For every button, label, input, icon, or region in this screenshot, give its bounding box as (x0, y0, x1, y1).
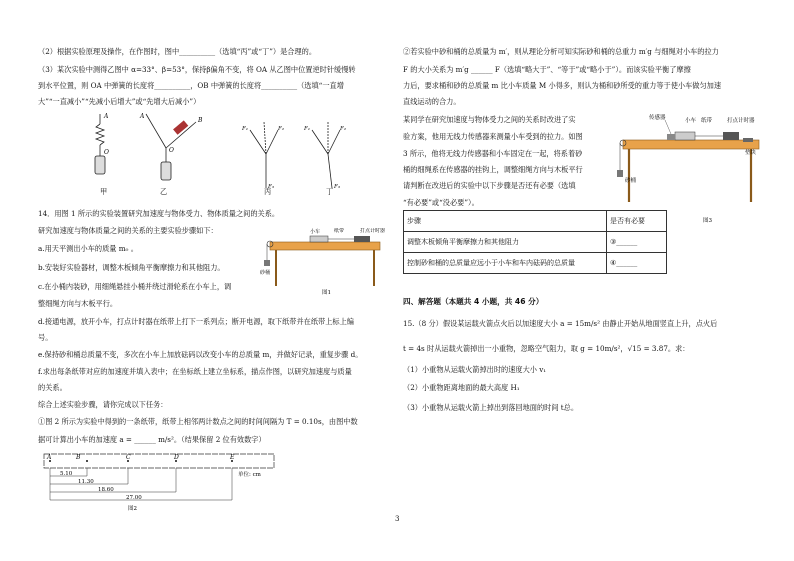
r-line4: 直线运动的合力。 (403, 97, 461, 106)
q3-line2: 到水平位置，则 OA 中弹簧的长度将__________，OB 中弹簧的长度将__________（选填“一直增 (38, 81, 344, 90)
q3-line1: （3）某次实验中测得乙图中 α=33°、β=53°，保持β偏角不变，将 OA 从乙图中位置逆时针缓慢转 (38, 65, 356, 74)
fig2-caption: 图2 (128, 506, 137, 512)
svg-text:F₂: F₂ (340, 126, 347, 132)
figure-ding (303, 122, 346, 190)
q14-intro: 研究加速度与物体质量之间的关系的主要实验步骤如下： (38, 226, 218, 235)
table-row2-step: 控制砂和桶的总质量应远小于小车和车内砝码的总质量 (404, 253, 607, 274)
svg-text:图2 (128, 504, 137, 512)
fig3-label-pad: 垫块 (745, 150, 757, 156)
table-row2-answer: ④______ (607, 253, 667, 274)
q14-title: 14．用图 1 所示的实验装置研究加速度与物体受力、物体质量之间的关系。 (38, 209, 280, 218)
fig3-label-sensor: 传感器 (649, 115, 666, 121)
table-row1-step: 调整木板倾角平衡摩擦力和其他阻力 (404, 232, 607, 253)
tape-dist-3: 18.60 (98, 487, 114, 493)
fig1-label-tape: 纸带 (334, 228, 345, 234)
tape-point-d: D (174, 454, 179, 461)
table-header-step: 步骤 (404, 211, 607, 232)
svg-text:砂桶 (260, 269, 270, 276)
r-line7: 3 所示，他将无线力传感器和小车固定在一起，将系着砂 (403, 149, 583, 158)
svg-text:小车 (310, 228, 320, 235)
step-d-line2: 号。 (38, 333, 53, 342)
fig3-label-sand: 砂桶 (625, 178, 637, 184)
table-header-row (404, 211, 667, 232)
fig3-label-timer: 打点计时器 (727, 118, 755, 124)
table-row (404, 253, 667, 274)
svg-text:垫块 (745, 148, 757, 156)
svg-text:27.00 (126, 495, 142, 501)
table-row (404, 232, 667, 253)
label-bing: 丙 (264, 187, 272, 196)
tape-point-a: A (47, 454, 52, 461)
svg-text:B: B (198, 117, 203, 124)
tape-unit: 单位: cm (238, 472, 261, 478)
table-row1-answer: ③______ (607, 232, 667, 253)
svg-text:F₁: F₁ (304, 126, 311, 132)
q15-sub3: （3）小重物从运载火箭上掉出到落回地面的时间 t总。 (403, 403, 579, 412)
step-c-line2: 整细绳方向与木板平行。 (38, 299, 118, 308)
r-line10: “有必要”或“没必要”）。 (403, 198, 479, 207)
figure-jia (95, 113, 109, 174)
figure2-tape (42, 450, 282, 512)
q15-line2: t = 4s 时从运载火箭掉出一小重物，忽略空气阻力，取 g = 10m/s²，√15 = 3.87。求： (403, 344, 690, 353)
svg-text:F₂: F₂ (278, 126, 285, 132)
fig3-label-car: 小车 (685, 118, 697, 124)
svg-text:B (75, 454, 81, 461)
necessity-table (403, 210, 667, 274)
figure1-apparatus (260, 228, 395, 298)
svg-text:A: A (104, 113, 109, 120)
task1-line2: 据可计算出小车的加速度 a = ______ m/s²。（结果保留 2 位有效数字） (38, 435, 266, 444)
tape-point-e: E (230, 454, 235, 461)
tape-point-c: C (126, 454, 131, 461)
svg-text:图1 (322, 288, 331, 296)
figure-yi (139, 113, 203, 180)
page-number: 3 (395, 515, 400, 523)
svg-text:11.30 (78, 479, 94, 485)
svg-text:F₁: F₁ (242, 126, 249, 132)
r-line3: 力后，要求桶和砂的总质量 m 比小车质量 M 小得多，则认为桶和砂所受的重力等于使小车做匀加速 (403, 81, 722, 90)
q15-sub2: （2）小重物距离地面的最大高度 H₁ (403, 383, 520, 392)
svg-text:打点计时器 (727, 116, 755, 124)
q3-line3: 大”“一直减小”“先减小后增大”或“先增大后减小”） (38, 97, 201, 106)
fig3-label-tape: 纸带 (701, 118, 713, 124)
step-d-line1: d.接通电源，放开小车，打点计时器在纸带上打下一系列点；断开电源，取下纸带并在纸带上标上编 (38, 317, 354, 326)
svg-text:砂桶 (625, 176, 637, 184)
fig1-label-timer: 打点计时器 (360, 228, 386, 234)
r-line8: 桶的细绳系在传感器的挂钩上，调整细绳方向与木板平行 (403, 165, 583, 174)
r-line1: ②若实验中砂和桶的总质量为 m′，则从理论分析可知实际砂和桶的总重力 m′g 与细绳对小车的拉力 (403, 47, 719, 56)
tape-dist-2: 11.30 (78, 479, 94, 485)
svg-text:图3 (703, 216, 713, 224)
svg-text:F₃: F₃ (334, 184, 341, 190)
q15-line1: 15.（8 分）假设某运载火箭点火后以加速度大小 a = 15m/s² 由静止开始从地面竖直上升，点火后 (403, 319, 718, 328)
svg-text:18.60 (98, 487, 114, 493)
fig1-label-sand: 砂桶 (260, 270, 271, 276)
step-e: e.保持砂和桶总质量不变，多次在小车上加放砝码以改变小车的总质量 m，并做好记录，重复步骤 d。 (38, 350, 363, 359)
svg-text:单位: cm (238, 470, 262, 478)
q15-sub1: （1）小重物从运载火箭掉出时的速度大小 v₁ (403, 365, 547, 374)
svg-text:小车 (685, 116, 697, 124)
tape-dist-1: 5.10 (60, 471, 73, 477)
svg-text:传感器 (649, 113, 666, 121)
svg-text:C (126, 454, 131, 461)
task1-line1: ①图 2 所示为实验中得到的一条纸带，纸带上相邻两计数点之间的时间间隔为 T = 0.10s，由图中数 (38, 417, 358, 426)
tape-dist-4: 27.00 (126, 495, 142, 501)
step-b: b.安装好实验器材，调整木板倾角平衡摩擦力和其他阻力。 (38, 263, 225, 272)
spring-figures (78, 108, 358, 200)
svg-text:O: O (104, 149, 109, 156)
fig1-label-car: 小车 (310, 229, 321, 235)
svg-text:D (173, 454, 179, 461)
step-f-line1: f.求出每条纸带对应的加速度并填入表中；在坐标纸上建立坐标系，描点作图，以研究加速度与质量 (38, 367, 352, 376)
fig3-caption: 图3 (703, 218, 712, 224)
svg-text:E (229, 454, 235, 461)
svg-text:A: A (140, 113, 145, 120)
r-line2: F 的大小关系为 m′g ______ F（选填“略大于”、“等于”或“略小于”）。而该实验平衡了摩擦 (403, 65, 691, 74)
svg-text:5.10 (60, 471, 73, 477)
table-header-necessary: 是否有必要 (607, 211, 667, 232)
step-c-line1: c.在小桶内装砂，用细绳悬挂小桶并绕过滑轮系在小车上，调 (38, 282, 232, 291)
fig1-caption: 图1 (322, 290, 331, 296)
svg-text:纸带 (334, 228, 344, 234)
svg-text:A (46, 454, 52, 461)
step-f-line2: 的关系。 (38, 383, 67, 392)
r-line9: 请判断在改进后的实验中以下步骤是否还有必要（选填 (403, 181, 576, 190)
combine-text: 综合上述实验步骤，请你完成以下任务： (38, 400, 168, 409)
section-4-heading: 四、解答题（本题共 4 小题，共 46 分） (403, 297, 544, 306)
label-jia: 甲 (100, 187, 108, 196)
tape-point-b: B (76, 454, 81, 461)
r-line6: 验方案，他用无线力传感器来测量小车受到的拉力。如图 (403, 132, 583, 141)
svg-text:O: O (169, 147, 174, 154)
label-yi: 乙 (160, 187, 168, 196)
svg-text:F₃: F₃ (268, 184, 275, 190)
step-a: a.用天平测出小车的质量 m₀ 。 (38, 244, 138, 253)
label-ding: 丁 (326, 187, 334, 196)
r-line5: 某同学在研究加速度与物体受力之间的关系时改进了实 (403, 115, 576, 124)
q2-text: （2）根据实验原理及操作，在作图时，图中__________（选填“丙”或“丁”）是合理的。 (38, 47, 317, 56)
figure-bing (241, 122, 284, 190)
svg-text:打点计时器 (360, 228, 385, 234)
svg-text:纸带 (701, 116, 713, 124)
